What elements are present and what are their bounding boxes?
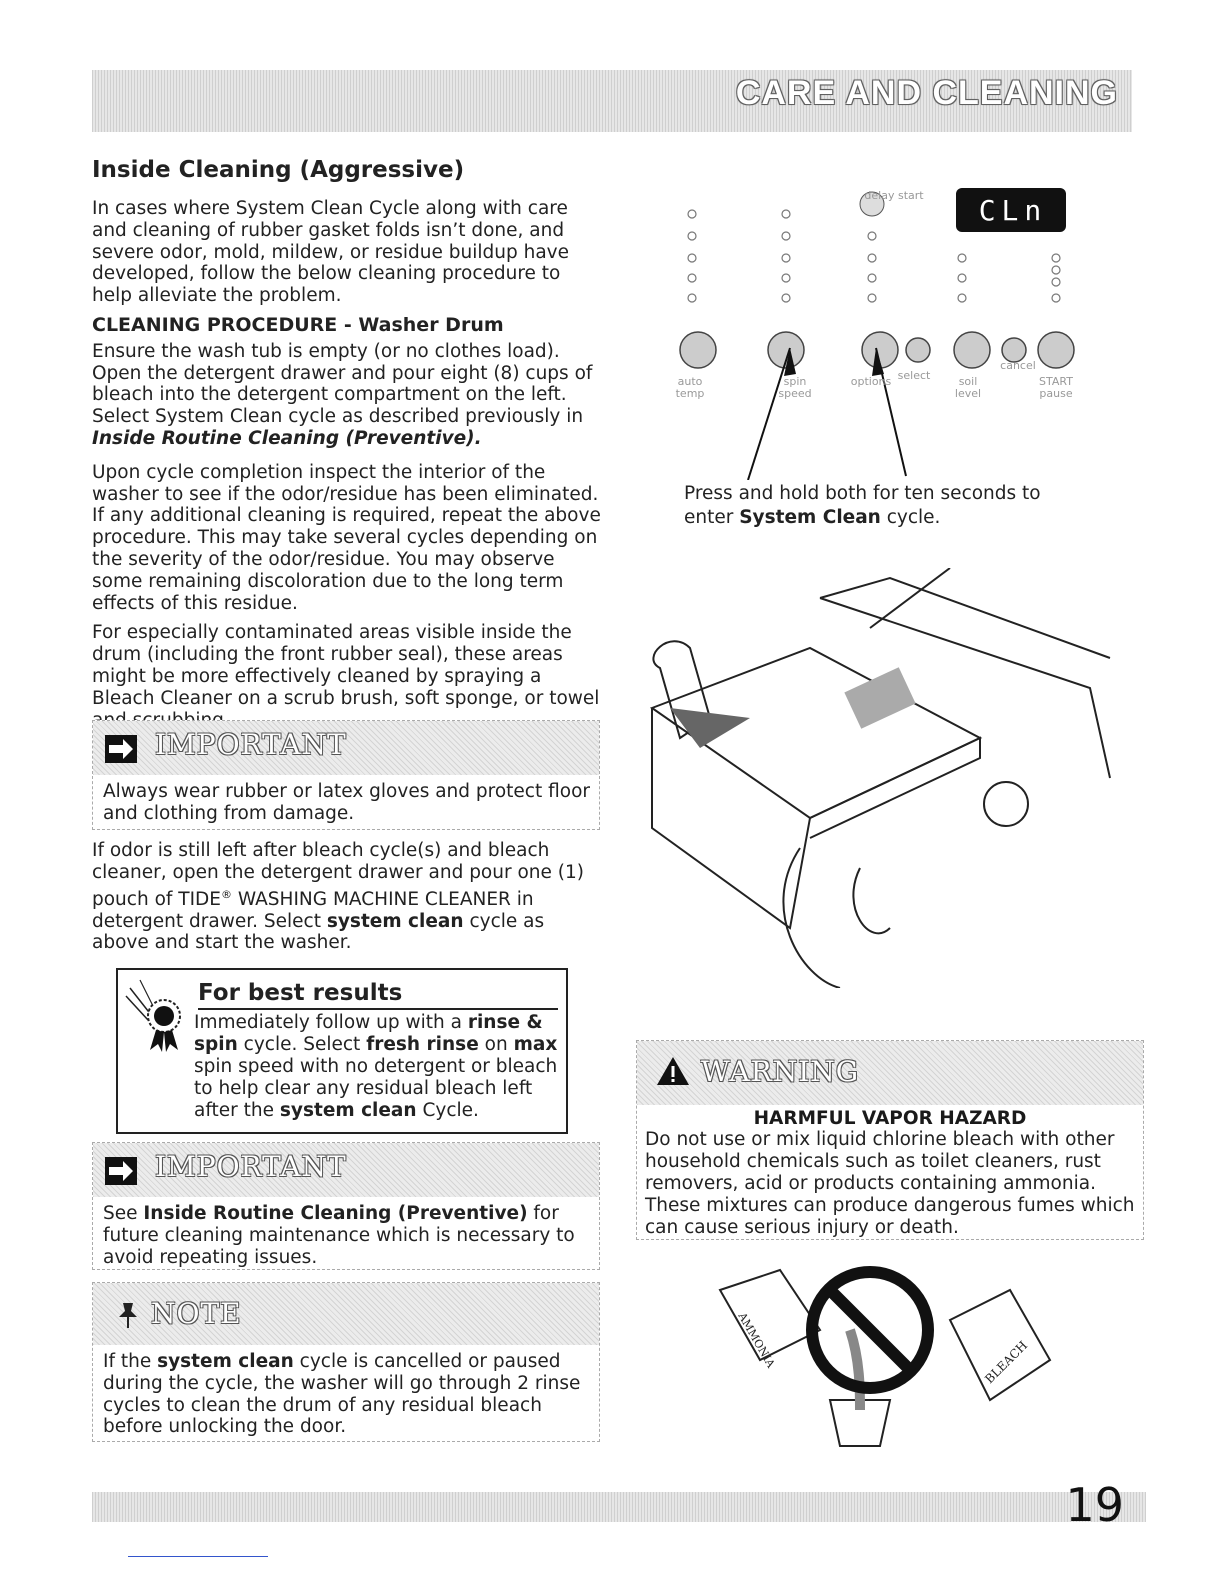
arrow-right-icon xyxy=(105,735,137,763)
registered-mark: ® xyxy=(220,887,232,901)
note-text xyxy=(93,1345,599,1446)
odor-text-2: WASHING MACHINE CLEANER in detergent drawer. Select xyxy=(92,888,534,932)
contaminated-paragraph: For especially contaminated areas visible inside the drum (including the front rubber seal), these areas might be more effectively cleaned by spraying a Bleach Cleaner on a scrub brush, soft sponge, or towel xyxy=(92,622,600,709)
ammonia-label: AMMONIA xyxy=(735,1310,778,1371)
best-t2: cycle. Select xyxy=(237,1034,367,1055)
best-results-title: For best results xyxy=(198,980,403,1006)
best-t1: Immediately follow up with a xyxy=(194,1012,468,1033)
label-cancel: cancel xyxy=(1000,359,1036,372)
note-b1: system clean xyxy=(157,1351,294,1372)
intro-paragraph: In cases where System Clean Cycle along with care and cleaning of rubber gasket folds isn’t done, and severe odor, mold, mildew, or residue buildup have developed, follow the below cleaning procedure to help alleviate the problem. xyxy=(92,198,569,307)
note-label: NOTE xyxy=(151,1297,242,1330)
imp2-t2: for future cleaning maintenance which is necessary to avoid repeating issues. xyxy=(103,1203,575,1268)
label-soil-level: soil level xyxy=(954,375,982,400)
odor-text-3: cycle as above and start the washer. xyxy=(92,910,545,954)
control-panel-illustration xyxy=(640,180,1100,480)
important-label: IMPORTANT xyxy=(155,1150,347,1183)
best-b4: system clean xyxy=(279,1100,417,1121)
odor-paragraph xyxy=(92,840,602,954)
completion-paragraph: Upon cycle completion inspect the interior of the washer to see if the odor/residue has been eliminated. If any additional cleaning is required, repeat the above procedure. This may take several cycles depending on the severity of the odor/residue. You may observe some remaining discoloration due to the long term effects of this residue. xyxy=(92,461,601,614)
caption-t1: Press and hold both for ten seconds to enter xyxy=(684,483,1041,528)
label-auto-temp: auto temp xyxy=(675,375,705,400)
best-t4: spin speed with no detergent or bleach to help clear any residual bleach left after the xyxy=(194,1056,558,1121)
note-header xyxy=(93,1283,599,1345)
warning-header xyxy=(637,1041,1143,1105)
best-t5: Cycle. xyxy=(416,1100,479,1121)
footer-bar xyxy=(92,1478,1146,1532)
section-title: Inside Cleaning (Aggressive) xyxy=(92,157,465,183)
imp2-b1: Inside Routine Cleaning (Preventive) xyxy=(143,1203,528,1224)
label-options: options xyxy=(850,375,892,388)
award-ribbon-icon xyxy=(122,976,190,1060)
caption-bold: System Clean xyxy=(739,507,881,528)
warning-subtitle: HARMFUL VAPOR HAZARD xyxy=(753,1108,1027,1129)
warning-text: Do not use or mix liquid chlorine bleach with other household chemicals such as toilet cleaners, rust removers, acid or products containing ammonia. These mixtures can produce dangerous fumes which can cause serious injury or death. xyxy=(645,1129,1135,1238)
label-spin-speed: spin speed xyxy=(778,375,812,400)
caption-t2: cycle. xyxy=(880,507,941,528)
procedure-heading: CLEANING PROCEDURE - Washer Drum xyxy=(92,313,504,336)
best-b3: max xyxy=(513,1034,558,1055)
best-b1: rinse & spin xyxy=(194,1012,543,1055)
note-box xyxy=(92,1282,600,1442)
imp2-t1: See xyxy=(103,1203,144,1224)
important-header xyxy=(93,721,599,775)
procedure-paragraph xyxy=(92,341,602,450)
display-readout: CLn xyxy=(978,194,1048,227)
label-delay-start: delay start xyxy=(864,189,924,202)
do-not-mix-illustration xyxy=(710,1250,1060,1450)
page-number: 19 xyxy=(1065,1478,1124,1532)
important-box-1 xyxy=(92,720,600,830)
warning-icon xyxy=(655,1055,691,1091)
procedure-reference: Inside Routine Cleaning (Preventive). xyxy=(92,427,482,449)
important-label: IMPORTANT xyxy=(155,728,347,761)
label-select: select xyxy=(897,369,931,382)
important-text: Always wear rubber or latex gloves and protect floor and clothing from damage. xyxy=(103,781,591,824)
warning-label: WARNING xyxy=(701,1055,860,1088)
left-text-block xyxy=(92,198,602,739)
arrow-right-icon xyxy=(105,1157,137,1185)
header-bar xyxy=(92,70,1132,132)
bleach-label: BLEACH xyxy=(982,1338,1031,1387)
footer-link-underline xyxy=(128,1556,268,1557)
best-t3: on xyxy=(478,1034,514,1055)
title-underline xyxy=(198,1008,558,1010)
page-title: CARE AND CLEANING xyxy=(735,74,1118,112)
best-results-box xyxy=(116,968,568,1134)
pushpin-icon xyxy=(117,1301,139,1333)
odor-text-1: If odor is still left after bleach cycle(s) and bleach cleaner, open the detergent drawer and pour one (1) pouch of TIDE xyxy=(92,840,584,910)
important-2-text xyxy=(93,1197,599,1276)
odor-bold: system clean xyxy=(326,910,464,932)
best-b2: fresh rinse xyxy=(366,1034,479,1055)
note-t1: If the xyxy=(103,1351,158,1372)
note-t2: cycle is cancelled or paused during the cycle, the washer will go through 2 rinse cycles to clean the drum of any residual bleach before unlocking the door. xyxy=(103,1351,581,1438)
important-header xyxy=(93,1143,599,1197)
label-start-pause: START pause xyxy=(1039,375,1073,400)
detergent-drawer-illustration xyxy=(640,568,1140,988)
procedure-text: Ensure the wash tub is empty (or no clothes load). Open the detergent drawer and pour eight (8) cups of bleach into the detergent compartment on the left. Select System Clean cycle as described previously in xyxy=(92,340,593,428)
important-box-2 xyxy=(92,1142,600,1270)
best-results-text xyxy=(194,1012,564,1122)
press-caption xyxy=(684,482,1044,530)
warning-box xyxy=(636,1040,1144,1240)
